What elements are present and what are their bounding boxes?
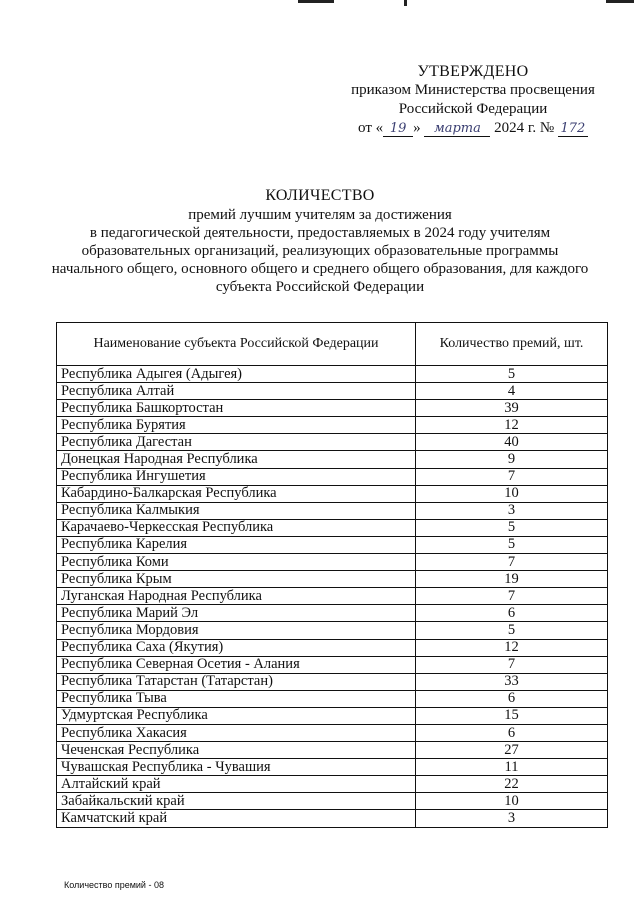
award-count-cell: 15 [416,707,608,724]
table-row [57,468,608,485]
region-name-cell: Луганская Народная Республика [57,588,416,605]
award-count-cell: 3 [416,810,608,827]
table-header-row [57,323,608,366]
region-name-cell: Кабардино-Балкарская Республика [57,485,416,502]
scan-mark [404,0,407,6]
region-name-cell: Республика Коми [57,554,416,571]
region-name-cell: Республика Крым [57,571,416,588]
award-count-cell: 7 [416,656,608,673]
footer-note: Количество премий - 08 [64,880,164,890]
award-count-cell: 10 [416,793,608,810]
award-count-cell: 6 [416,605,608,622]
award-count-cell: 3 [416,502,608,519]
table-row [57,810,608,827]
handwritten-day: 19 [383,122,413,137]
award-count-cell: 11 [416,759,608,776]
awards-table [56,322,608,828]
award-count-cell: 22 [416,776,608,793]
table-row [57,383,608,400]
heading-line: образовательных организаций, реализующих образовательные программы [81,243,559,259]
region-name-cell: Удмуртская Республика [57,707,416,724]
table-row [57,400,608,417]
region-name-cell: Республика Ингушетия [57,468,416,485]
column-header-region: Наименование субъекта Российской Федерации [57,323,416,366]
award-count-cell: 9 [416,451,608,468]
table-row [57,502,608,519]
table-row [57,571,608,588]
award-count-cell: 5 [416,536,608,553]
region-name-cell: Республика Калмыкия [57,502,416,519]
table-row [57,605,608,622]
region-name-cell: Республика Башкортостан [57,400,416,417]
table-row [57,451,608,468]
award-count-cell: 5 [416,622,608,639]
date-prefix: от « [358,120,384,136]
award-count-cell: 39 [416,400,608,417]
table-row [57,759,608,776]
table-row [57,707,608,724]
award-count-cell: 12 [416,417,608,434]
approval-title: УТВЕРЖДЕНО [417,63,529,80]
approval-block [320,62,626,138]
region-name-cell: Чеченская Республика [57,742,416,759]
date-mid: » [413,120,421,136]
document-heading [40,187,600,296]
award-count-cell: 40 [416,434,608,451]
region-name-cell: Республика Адыгея (Адыгея) [57,366,416,383]
table-row [57,690,608,707]
award-count-cell: 19 [416,571,608,588]
table-row [57,793,608,810]
award-count-cell: 7 [416,468,608,485]
table-row [57,536,608,553]
table-row [57,673,608,690]
table-row [57,434,608,451]
document-title: КОЛИЧЕСТВО [265,187,375,204]
table-row [57,776,608,793]
scan-mark [606,0,634,3]
award-count-cell: 27 [416,742,608,759]
heading-line: премий лучшим учителям за достижения [188,207,452,223]
table-row [57,622,608,639]
region-name-cell: Республика Мордовия [57,622,416,639]
table-row [57,417,608,434]
table-row [57,554,608,571]
table-row [57,724,608,741]
table-row [57,485,608,502]
region-name-cell: Алтайский край [57,776,416,793]
table-row [57,588,608,605]
region-name-cell: Республика Марий Эл [57,605,416,622]
region-name-cell: Республика Тыва [57,690,416,707]
award-count-cell: 12 [416,639,608,656]
region-name-cell: Чувашская Республика - Чувашия [57,759,416,776]
region-name-cell: Донецкая Народная Республика [57,451,416,468]
region-name-cell: Республика Алтай [57,383,416,400]
approval-date [320,119,626,138]
date-year: 2024 г. № [494,120,555,136]
award-count-cell: 7 [416,588,608,605]
award-count-cell: 4 [416,383,608,400]
handwritten-number: 172 [558,122,588,137]
column-header-count: Количество премий, шт. [416,323,608,366]
region-name-cell: Республика Дагестан [57,434,416,451]
table-row [57,519,608,536]
heading-line: в педагогической деятельности, предоставляемых в 2024 году учителям [89,225,551,241]
region-name-cell: Карачаево-Черкесская Республика [57,519,416,536]
award-count-cell: 33 [416,673,608,690]
region-name-cell: Камчатский край [57,810,416,827]
region-name-cell: Республика Бурятия [57,417,416,434]
region-name-cell: Республика Хакасия [57,724,416,741]
award-count-cell: 5 [416,519,608,536]
table-row [57,742,608,759]
award-count-cell: 10 [416,485,608,502]
heading-line: субъекта Российской Федерации [215,279,425,295]
award-count-cell: 6 [416,724,608,741]
region-name-cell: Республика Северная Осетия - Алания [57,656,416,673]
award-count-cell: 6 [416,690,608,707]
scan-mark [298,0,334,3]
award-count-cell: 5 [416,366,608,383]
table-row [57,656,608,673]
table-row [57,639,608,656]
approval-line: приказом Министерства просвещения [351,82,595,98]
handwritten-month: марта [424,122,490,137]
heading-line: начального общего, основного общего и среднего общего образования, для каждого [51,261,589,277]
region-name-cell: Республика Татарстан (Татарстан) [57,673,416,690]
approval-line: Российской Федерации [398,101,548,117]
table-body [57,366,608,828]
table-row [57,366,608,383]
region-name-cell: Республика Карелия [57,536,416,553]
award-count-cell: 7 [416,554,608,571]
region-name-cell: Забайкальский край [57,793,416,810]
region-name-cell: Республика Саха (Якутия) [57,639,416,656]
